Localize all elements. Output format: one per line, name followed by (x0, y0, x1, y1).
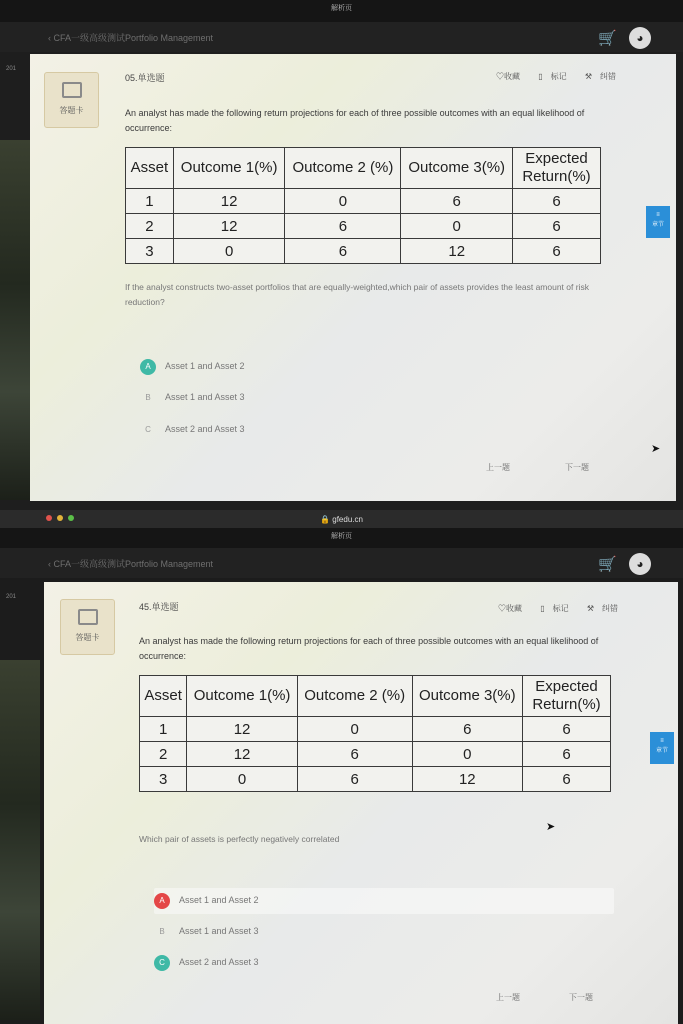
cell: 3 (126, 239, 174, 264)
question-stem: An analyst has made the following return projections for each of three possible outcomes with an equal likelihood of occurrence: (139, 636, 599, 661)
header-outcome-2: Outcome 2 (%) (285, 148, 401, 189)
year-label: 201 (6, 66, 17, 72)
question-page (44, 582, 678, 1024)
question-text: If the analyst constructs two-asset portfolios that are equally-weighted,which pair of assets provides the least amount of risk reduction? (125, 282, 589, 307)
option-label: Asset 1 and Asset 2 (179, 895, 259, 905)
menu-icon: ≡ (660, 738, 664, 744)
returns-table (125, 147, 601, 264)
cell: 12 (187, 742, 297, 767)
cell: 0 (285, 189, 401, 214)
prev-button[interactable]: 上一题 (496, 993, 520, 1002)
option-label: Asset 2 and Asset 3 (165, 424, 245, 434)
cell: 1 (126, 189, 174, 214)
header-outcome-1: Outcome 1(%) (187, 676, 297, 717)
cell: 1 (140, 717, 187, 742)
question-text: Which pair of assets is perfectly negatively correlated (139, 834, 340, 844)
table-row (140, 767, 611, 792)
cell: 6 (513, 239, 601, 264)
header-asset: Asset (140, 676, 187, 717)
cell: 12 (412, 767, 522, 792)
avatar[interactable]: ◕ (629, 553, 651, 575)
question-number: 45.单选题 (139, 602, 179, 612)
cell: 6 (513, 189, 601, 214)
question-stem: An analyst has made the following return projections for each of three possible outcomes with an equal likelihood of occurrence: (125, 108, 585, 133)
url-text: gfedu.cn (332, 515, 363, 524)
nav-bar (0, 548, 683, 578)
returns-table (139, 675, 611, 792)
cell: 0 (173, 239, 285, 264)
option-letter: C (145, 425, 151, 434)
cell: 6 (412, 717, 522, 742)
cell: 3 (140, 767, 187, 792)
window-title: 解析页 (331, 533, 352, 540)
bookmark-icon: ▯ (540, 604, 545, 613)
chapter-side-tab[interactable] (646, 206, 670, 238)
answer-card-label: 答题卡 (59, 106, 84, 115)
header-expected-return: Expected Return(%) (523, 676, 611, 717)
answer-card-label: 答题卡 (75, 633, 100, 642)
header-asset: Asset (126, 148, 174, 189)
table-row (126, 214, 601, 239)
header-expected-return: Expected Return(%) (513, 148, 601, 189)
cell: 2 (126, 214, 174, 239)
window-title: 解析页 (331, 5, 352, 12)
option-label: Asset 2 and Asset 3 (179, 957, 259, 967)
cell: 0 (297, 717, 412, 742)
cell: 0 (187, 767, 297, 792)
mark-button[interactable] (530, 72, 566, 81)
wrench-icon: ⚒ (584, 72, 592, 81)
background-photo (0, 660, 40, 1020)
option-letter: B (145, 393, 151, 402)
screenshot-bottom (0, 510, 683, 1024)
mark-label: 标记 (550, 72, 567, 81)
option-letter: A (140, 359, 156, 375)
answer-card-button[interactable] (44, 72, 99, 128)
option-a[interactable] (140, 359, 245, 375)
cell: 12 (173, 214, 285, 239)
table-row (140, 717, 611, 742)
breadcrumb-label: CFA一级高级测试Portfolio Management (53, 33, 214, 43)
favorite-button[interactable]: ♡收藏 (495, 72, 520, 81)
header-outcome-3: Outcome 3(%) (412, 676, 522, 717)
next-button[interactable]: 下一题 (565, 463, 589, 472)
bookmark-icon: ▯ (538, 72, 543, 81)
cell: 2 (140, 742, 187, 767)
year-label: 201 (6, 594, 17, 600)
question-tools (488, 71, 616, 82)
cell: 6 (285, 239, 401, 264)
background-photo (0, 140, 30, 500)
option-label: Asset 1 and Asset 2 (165, 361, 245, 371)
mouse-cursor: ➤ (651, 443, 661, 455)
table-row (140, 742, 611, 767)
cell: 0 (401, 214, 513, 239)
report-error-button[interactable] (579, 604, 618, 613)
report-error-label: 纠错 (600, 72, 616, 81)
question-tools (490, 603, 618, 614)
header-outcome-1: Outcome 1(%) (173, 148, 285, 189)
cell: 6 (513, 214, 601, 239)
cell: 6 (297, 742, 412, 767)
title-bar (0, 528, 683, 548)
side-tab-label: 章节 (651, 222, 664, 228)
answer-card-button[interactable] (60, 599, 115, 655)
option-letter: B (159, 927, 165, 936)
chapter-side-tab[interactable] (650, 732, 674, 764)
cell: 6 (285, 214, 401, 239)
question-page (30, 54, 676, 501)
cell: 6 (523, 767, 611, 792)
mark-button[interactable] (532, 604, 568, 613)
mark-label: 标记 (552, 604, 569, 613)
option-label: Asset 1 and Asset 3 (179, 926, 259, 936)
nav-bar (0, 22, 683, 52)
breadcrumb[interactable]: ‹ CFA一级高级测试Portfolio Management (48, 559, 214, 569)
table-header-row (126, 148, 601, 189)
header-outcome-2: Outcome 2 (%) (297, 676, 412, 717)
option-b[interactable] (140, 390, 245, 406)
option-a[interactable] (154, 893, 259, 909)
next-button[interactable]: 下一题 (569, 993, 593, 1002)
url-bar[interactable] (0, 515, 683, 524)
breadcrumb-label: CFA一级高级测试Portfolio Management (53, 559, 214, 569)
cell: 6 (523, 742, 611, 767)
cell: 12 (173, 189, 285, 214)
option-c[interactable] (140, 422, 245, 438)
cart-icon[interactable]: 🛒 (598, 30, 617, 47)
answer-card-icon (62, 82, 82, 98)
report-error-label: 纠错 (602, 604, 618, 613)
header-outcome-3: Outcome 3(%) (401, 148, 513, 189)
table-header-row (140, 676, 611, 717)
side-tab-label: 章节 (655, 748, 668, 754)
cell: 0 (412, 742, 522, 767)
cell: 6 (523, 717, 611, 742)
cell: 6 (297, 767, 412, 792)
table-row (126, 239, 601, 264)
cell: 12 (187, 717, 297, 742)
cell: 6 (401, 189, 513, 214)
question-number: 05.单选题 (125, 73, 165, 83)
cell: 12 (401, 239, 513, 264)
option-b[interactable] (154, 924, 259, 940)
menu-icon: ≡ (656, 212, 660, 218)
mouse-cursor: ➤ (546, 821, 556, 833)
lock-icon: 🔒 (320, 515, 331, 524)
table-row (126, 189, 601, 214)
wrench-icon: ⚒ (586, 604, 594, 613)
favorite-button[interactable]: ♡收藏 (497, 604, 522, 613)
prev-button[interactable]: 上一题 (486, 463, 510, 472)
screenshot-top (0, 0, 683, 510)
option-letter: A (154, 893, 170, 909)
option-letter: C (154, 955, 170, 971)
cart-icon[interactable]: 🛒 (598, 556, 617, 573)
avatar[interactable]: ◕ (629, 27, 651, 49)
breadcrumb[interactable]: ‹ CFA一级高级测试Portfolio Management (48, 33, 214, 43)
option-label: Asset 1 and Asset 3 (165, 392, 245, 402)
answer-card-icon (78, 609, 98, 625)
option-c[interactable] (154, 955, 259, 971)
report-error-button[interactable] (577, 72, 616, 81)
